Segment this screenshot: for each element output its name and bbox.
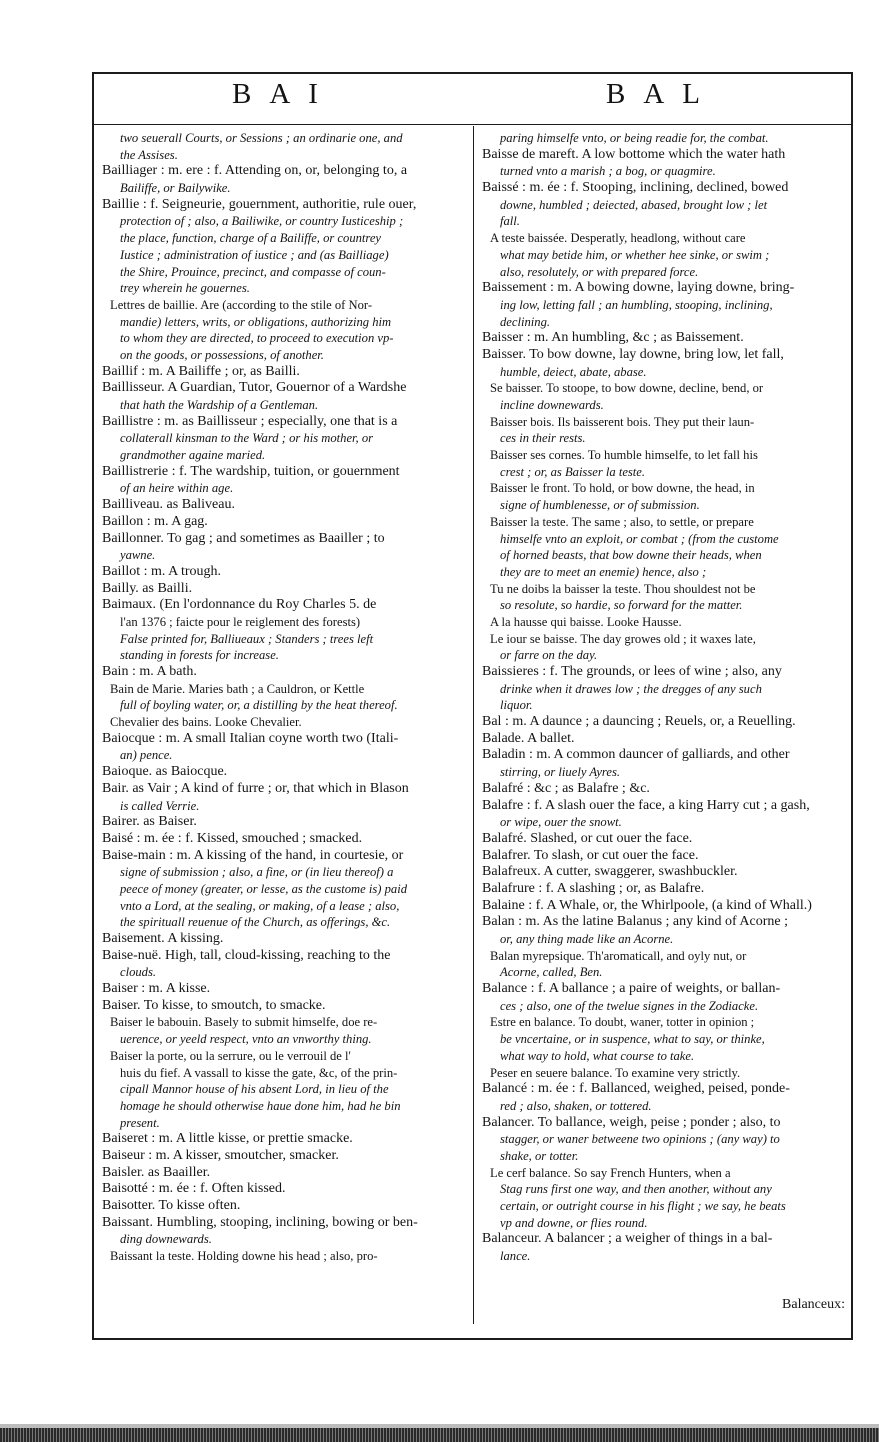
entry-continuation-line: paring himselfe vnto, or being readie for, the combat. xyxy=(500,131,769,145)
entry-continuation-line: also, resolutely, or with prepared force. xyxy=(500,264,699,279)
entry-continuation-line: crest ; or, as Baisser la teste. xyxy=(500,464,646,479)
entry-continuation-line: Iustice ; administration of iustice ; and (as Bailliage) xyxy=(120,247,389,262)
subentry-line: Baiser la porte, ou la serrure, ou le verrouil de l' xyxy=(110,1048,351,1063)
subentry-line: Baiser le babouin. Basely to submit himselfe, doe re- xyxy=(110,1015,378,1030)
entry-headword-line: Baisotté : m. ée : f. Often kissed. xyxy=(102,1181,286,1197)
running-head-right: BAL xyxy=(606,78,718,110)
entry-headword-line: Balafré : &c ; as Balafre ; &c. xyxy=(482,780,650,796)
entry-headword-line: Baise-main : m. A kissing of the hand, in courtesie, or xyxy=(102,847,404,863)
entry-headword-line: Baisler. as Baailler. xyxy=(102,1164,211,1180)
entry-continuation-line: they are to meet an enemie) hence, also ; xyxy=(500,564,707,579)
entry-continuation-line: or, any thing made like an Acorne. xyxy=(500,932,674,946)
entry-continuation-line: red ; also, shaken, or tottered. xyxy=(500,1098,652,1113)
entry-continuation-line: the Shire, Prouince, precinct, and compasse of coun- xyxy=(120,264,386,279)
subentry-line: A la hausse qui baisse. Looke Hausse. xyxy=(490,614,682,629)
entry-headword-line: Balafreux. A cutter, swaggerer, swashbuckler. xyxy=(482,864,738,880)
entry-headword-line: Baillistrerie : f. The wardship, tuition, or gouernment xyxy=(102,463,400,479)
entry-headword-line: Bailly. as Bailli. xyxy=(102,580,193,596)
entry-continuation-line: Bailiffe, or Bailywike. xyxy=(120,181,231,196)
entry-continuation-line: collaterall kinsman to the Ward ; or his mother, or xyxy=(120,431,374,446)
entry-continuation-line: the Assises. xyxy=(120,147,178,162)
entry-headword-line: Baissieres : f. The grounds, or lees of wine ; also, any xyxy=(482,664,782,679)
entry-continuation-line: humble, deiect, abate, abase. xyxy=(500,364,647,379)
entry-continuation-line: the spirituall reuenue of the Church, as offerings, &c. xyxy=(120,915,391,930)
entry-headword-line: Baissé : m. ée : f. Stooping, inclining, declined, bowed xyxy=(482,180,789,196)
entry-headword-line: Baisé : m. ée : f. Kissed, smouched ; smacked. xyxy=(102,830,363,846)
entry-continuation-line: incline downewards. xyxy=(500,398,604,412)
entry-continuation-line: of an heire within age. xyxy=(120,481,234,496)
entry-headword-line: Balancer. To ballance, weigh, peise ; ponder ; also, to xyxy=(482,1114,781,1130)
entry-headword-line: Baisement. A kissing. xyxy=(102,931,224,946)
entry-continuation-line: vp and downe, or flies round. xyxy=(500,1215,648,1230)
entry-headword-line: Baillie : f. Seigneurie, gouernment, authoritie, rule ouer, xyxy=(102,196,417,212)
subentry-line: Estre en balance. To doubt, waner, totter in opinion ; xyxy=(490,1015,755,1030)
entry-continuation-line: ces in their rests. xyxy=(500,431,586,446)
entry-headword-line: Baiser : m. A kisse. xyxy=(102,981,211,997)
entry-headword-line: Baillistre : m. as Baillisseur ; especially, one that is a xyxy=(102,413,398,429)
entry-headword-line: Baimaux. (En l'ordonnance du Roy Charles 5. de xyxy=(102,597,377,613)
entry-continuation-line: Acorne, called, Ben. xyxy=(500,965,603,980)
entry-continuation-line: ing low, letting fall ; an humbling, stooping, inclining, xyxy=(500,297,773,312)
entry-headword-line: Baisotter. To kisse often. xyxy=(102,1198,241,1213)
entry-continuation-line: is called Verrie. xyxy=(120,798,200,813)
catchword: Balanceux: xyxy=(782,1297,845,1312)
entry-continuation-line: cipall Mannor house of his absent Lord, in lieu of the xyxy=(120,1082,389,1097)
entry-continuation-line: stirring, or liuely Ayres. xyxy=(500,765,620,780)
entry-headword-line: Baillonner. To gag ; and sometimes as Baailler ; to xyxy=(102,530,385,546)
entry-continuation-line: downe, humbled ; deiected, abased, brought low ; let xyxy=(500,197,768,212)
entry-headword-line: Bal : m. A daunce ; a dauncing ; Reuels, or, a Reuelling. xyxy=(482,714,796,730)
subentry-line: Baisser le front. To hold, or bow downe, the head, in xyxy=(490,481,755,496)
entry-headword-line: Baiseret : m. A little kisse, or prettie smacke. xyxy=(102,1131,353,1147)
entry-continuation-line: full of boyling water, or, a distilling by the heat thereof. xyxy=(120,698,398,713)
entry-headword-line: Baillif : m. A Bailiffe ; or, as Bailli. xyxy=(102,363,300,379)
entry-continuation-line: huis du fief. A vassall to kisse the gate, &c, of the prin- xyxy=(120,1065,398,1080)
entry-continuation-line: certain, or outright course in his flight ; we say, he beats xyxy=(500,1199,786,1213)
entry-headword-line: Baillisseur. A Guardian, Tutor, Gouernor of a Wardshe xyxy=(102,380,407,396)
entry-continuation-line: what may betide him, or whether hee sinke, or swim ; xyxy=(500,247,770,262)
entry-continuation-line: homage he should otherwise haue done him, had he bin xyxy=(120,1098,401,1113)
entry-continuation-line: vnto a Lord, at the sealing, or making, of a lease ; also, xyxy=(120,898,400,913)
entry-headword-line: Balafrure : f. A slashing ; or, as Balafre. xyxy=(482,880,705,896)
subentry-line: Tu ne doibs la baisser la teste. Thou shouldest not be xyxy=(490,581,756,596)
column-divider xyxy=(473,126,474,1324)
right-column xyxy=(482,130,842,1265)
entry-headword-line: Balafre : f. A slash ouer the face, a king Harry cut ; a gash, xyxy=(482,797,810,813)
entry-headword-line: Baiseur : m. A kisser, smoutcher, smacker. xyxy=(102,1147,339,1163)
entry-continuation-line: declining. xyxy=(500,314,551,329)
entry-continuation-line: on the goods, or possessions, of another. xyxy=(120,347,324,362)
entry-headword-line: Bair. as Vair ; A kind of furre ; or, that which in Blason xyxy=(102,780,409,796)
subentry-line: Baissant la teste. Holding downe his head ; also, pro- xyxy=(110,1249,378,1264)
entry-continuation-line: that hath the Wardship of a Gentleman. xyxy=(120,398,319,412)
entry-continuation-line: liquor. xyxy=(500,698,533,713)
entry-continuation-line: two seuerall Courts, or Sessions ; an ordinarie one, and xyxy=(120,131,403,145)
entry-continuation-line: so resolute, so hardie, so forward for the matter. xyxy=(500,598,743,613)
entry-continuation-line: l'an 1376 ; faicte pour le reiglement des forests) xyxy=(120,614,361,629)
entry-continuation-line: be vncertaine, or in suspence, what to say, or thinke, xyxy=(500,1032,765,1047)
entry-continuation-line: or wipe, ouer the snowt. xyxy=(500,815,622,830)
entry-continuation-line: ces ; also, one of the twelue signes in the Zodiacke. xyxy=(500,998,759,1013)
entry-headword-line: Baisser. To bow downe, lay downe, bring low, let fall, xyxy=(482,346,784,362)
subentry-line: Baisser ses cornes. To humble himselfe, to let fall his xyxy=(490,448,758,463)
entry-continuation-line: peece of money (greater, or lesse, as the custome is) paid xyxy=(120,881,408,896)
entry-headword-line: Bailliager : m. ere : f. Attending on, or, belonging to, a xyxy=(102,163,408,179)
entry-continuation-line: to whom they are directed, to proceed to execution vp- xyxy=(120,331,394,346)
entry-headword-line: Baisser : m. An humbling, &c ; as Baissement. xyxy=(482,330,744,346)
header-rule xyxy=(94,124,851,125)
entry-continuation-line: uerence, or yeeld respect, vnto an vnworthy thing. xyxy=(120,1032,372,1047)
entry-continuation-line: clouds. xyxy=(120,965,157,980)
entry-headword-line: Balade. A ballet. xyxy=(482,730,575,746)
entry-headword-line: Balafré. Slashed, or cut ouer the face. xyxy=(482,830,693,846)
entry-headword-line: Bairer. as Baiser. xyxy=(102,814,197,830)
entry-headword-line: Balanceur. A balancer ; a weigher of things in a bal- xyxy=(482,1231,773,1247)
subentry-line: Le iour se baisse. The day growes old ; it waxes late, xyxy=(490,631,756,646)
entry-headword-line: Bain : m. A bath. xyxy=(102,664,197,679)
page-frame xyxy=(92,72,853,1340)
subentry-line: Peser en seuere balance. To examine very strictly. xyxy=(490,1065,741,1080)
subentry-line: Bain de Marie. Maries bath ; a Cauldron, or Kettle xyxy=(110,681,365,696)
entry-continuation-line: signe of humblenesse, or of submission. xyxy=(500,498,700,513)
entry-continuation-line: lance. xyxy=(500,1249,531,1264)
entry-continuation-line: grandmother againe maried. xyxy=(120,448,266,463)
entry-headword-line: Baissement : m. A bowing downe, laying downe, bring- xyxy=(482,280,795,296)
subentry-line: Baisser bois. Ils baisserent bois. They put their laun- xyxy=(490,414,755,429)
entry-continuation-line: Stag runs first one way, and then another, without any xyxy=(500,1182,772,1197)
entry-headword-line: Baillot : m. A trough. xyxy=(102,563,222,579)
entry-continuation-line: yawne. xyxy=(120,548,156,563)
entry-continuation-line: an) pence. xyxy=(120,748,173,763)
entry-continuation-line: ding downewards. xyxy=(120,1232,212,1247)
entry-headword-line: Balance : f. A ballance ; a paire of weights, or ballan- xyxy=(482,981,781,997)
entry-headword-line: Balancé : m. ée : f. Ballanced, weighed, peised, ponde- xyxy=(482,1081,790,1097)
entry-headword-line: Baise-nuë. High, tall, cloud-kissing, reaching to the xyxy=(102,947,391,963)
subentry-line: Se baisser. To stoope, to bow downe, decline, bend, or xyxy=(490,381,764,396)
entry-headword-line: Baladin : m. A common dauncer of galliards, and other xyxy=(482,747,790,763)
entry-continuation-line: trey wherein he gouernes. xyxy=(120,281,250,296)
entry-headword-line: Baillon : m. A gag. xyxy=(102,513,208,529)
left-column xyxy=(102,130,460,1265)
entry-headword-line: Balafrer. To slash, or cut ouer the face. xyxy=(482,847,699,863)
subentry-line: A teste baissée. Desperatly, headlong, without care xyxy=(490,231,746,246)
entry-continuation-line: or farre on the day. xyxy=(500,648,598,663)
subentry-line: Lettres de baillie. Are (according to the stile of Nor- xyxy=(110,297,373,312)
entry-continuation-line: fall. xyxy=(500,214,520,229)
entry-continuation-line: signe of submission ; also, a fine, or (in lieu thereof) a xyxy=(120,865,394,880)
entry-continuation-line: present. xyxy=(120,1115,160,1130)
entry-continuation-line: what way to hold, what course to take. xyxy=(500,1048,695,1063)
subentry-line: Le cerf balance. So say French Hunters, when a xyxy=(490,1165,731,1180)
entry-continuation-line: turned vnto a marish ; a bog, or quagmire. xyxy=(500,164,716,179)
entry-headword-line: Baioque. as Baiocque. xyxy=(102,764,228,780)
subentry-line: Chevalier des bains. Looke Chevalier. xyxy=(110,715,302,730)
entry-headword-line: Baissant. Humbling, stooping, inclining, bowing or ben- xyxy=(102,1214,418,1230)
entry-headword-line: Bailliveau. as Baliveau. xyxy=(102,497,235,513)
entry-continuation-line: the place, function, charge of a Bailiffe, or countrey xyxy=(120,231,382,246)
entry-continuation-line: standing in forests for increase. xyxy=(120,648,279,663)
entry-headword-line: Baiocque : m. A small Italian coyne worth two (Itali- xyxy=(102,730,399,746)
entry-continuation-line: himselfe vnto an exploit, or combat ; (from the custome xyxy=(500,531,779,546)
entry-headword-line: Baiser. To kisse, to smoutch, to smacke. xyxy=(102,997,326,1013)
entry-continuation-line: protection of ; also, a Bailiwike, or country Iusticeship ; xyxy=(120,214,404,229)
entry-continuation-line: shake, or totter. xyxy=(500,1148,579,1163)
entry-headword-line: Balaine : f. A Whale, or, the Whirlpoole, (a kind of Whall.) xyxy=(482,897,812,913)
entry-continuation-line: of horned beasts, that bow downe their heads, when xyxy=(500,548,762,563)
entry-continuation-line: mandie) letters, writs, or obligations, authorizing him xyxy=(120,314,392,329)
entry-headword-line: Balan : m. As the latine Balanus ; any kind of Acorne ; xyxy=(482,914,788,930)
scan-edge-bar xyxy=(0,1428,879,1442)
subentry-line: Balan myrepsique. Th'aromaticall, and oyly nut, or xyxy=(490,948,747,963)
subentry-line: Baisser la teste. The same ; also, to settle, or prepare xyxy=(490,514,754,529)
running-head-left: BAI xyxy=(232,78,336,110)
entry-continuation-line: stagger, or waner betweene two opinions ; (any way) to xyxy=(500,1132,780,1147)
entry-continuation-line: False printed for, Balliueaux ; Standers ; trees left xyxy=(120,631,374,646)
entry-continuation-line: drinke when it drawes low ; the dregges of any such xyxy=(500,681,762,696)
entry-headword-line: Baisse de mareft. A low bottome which the water hath xyxy=(482,146,786,162)
